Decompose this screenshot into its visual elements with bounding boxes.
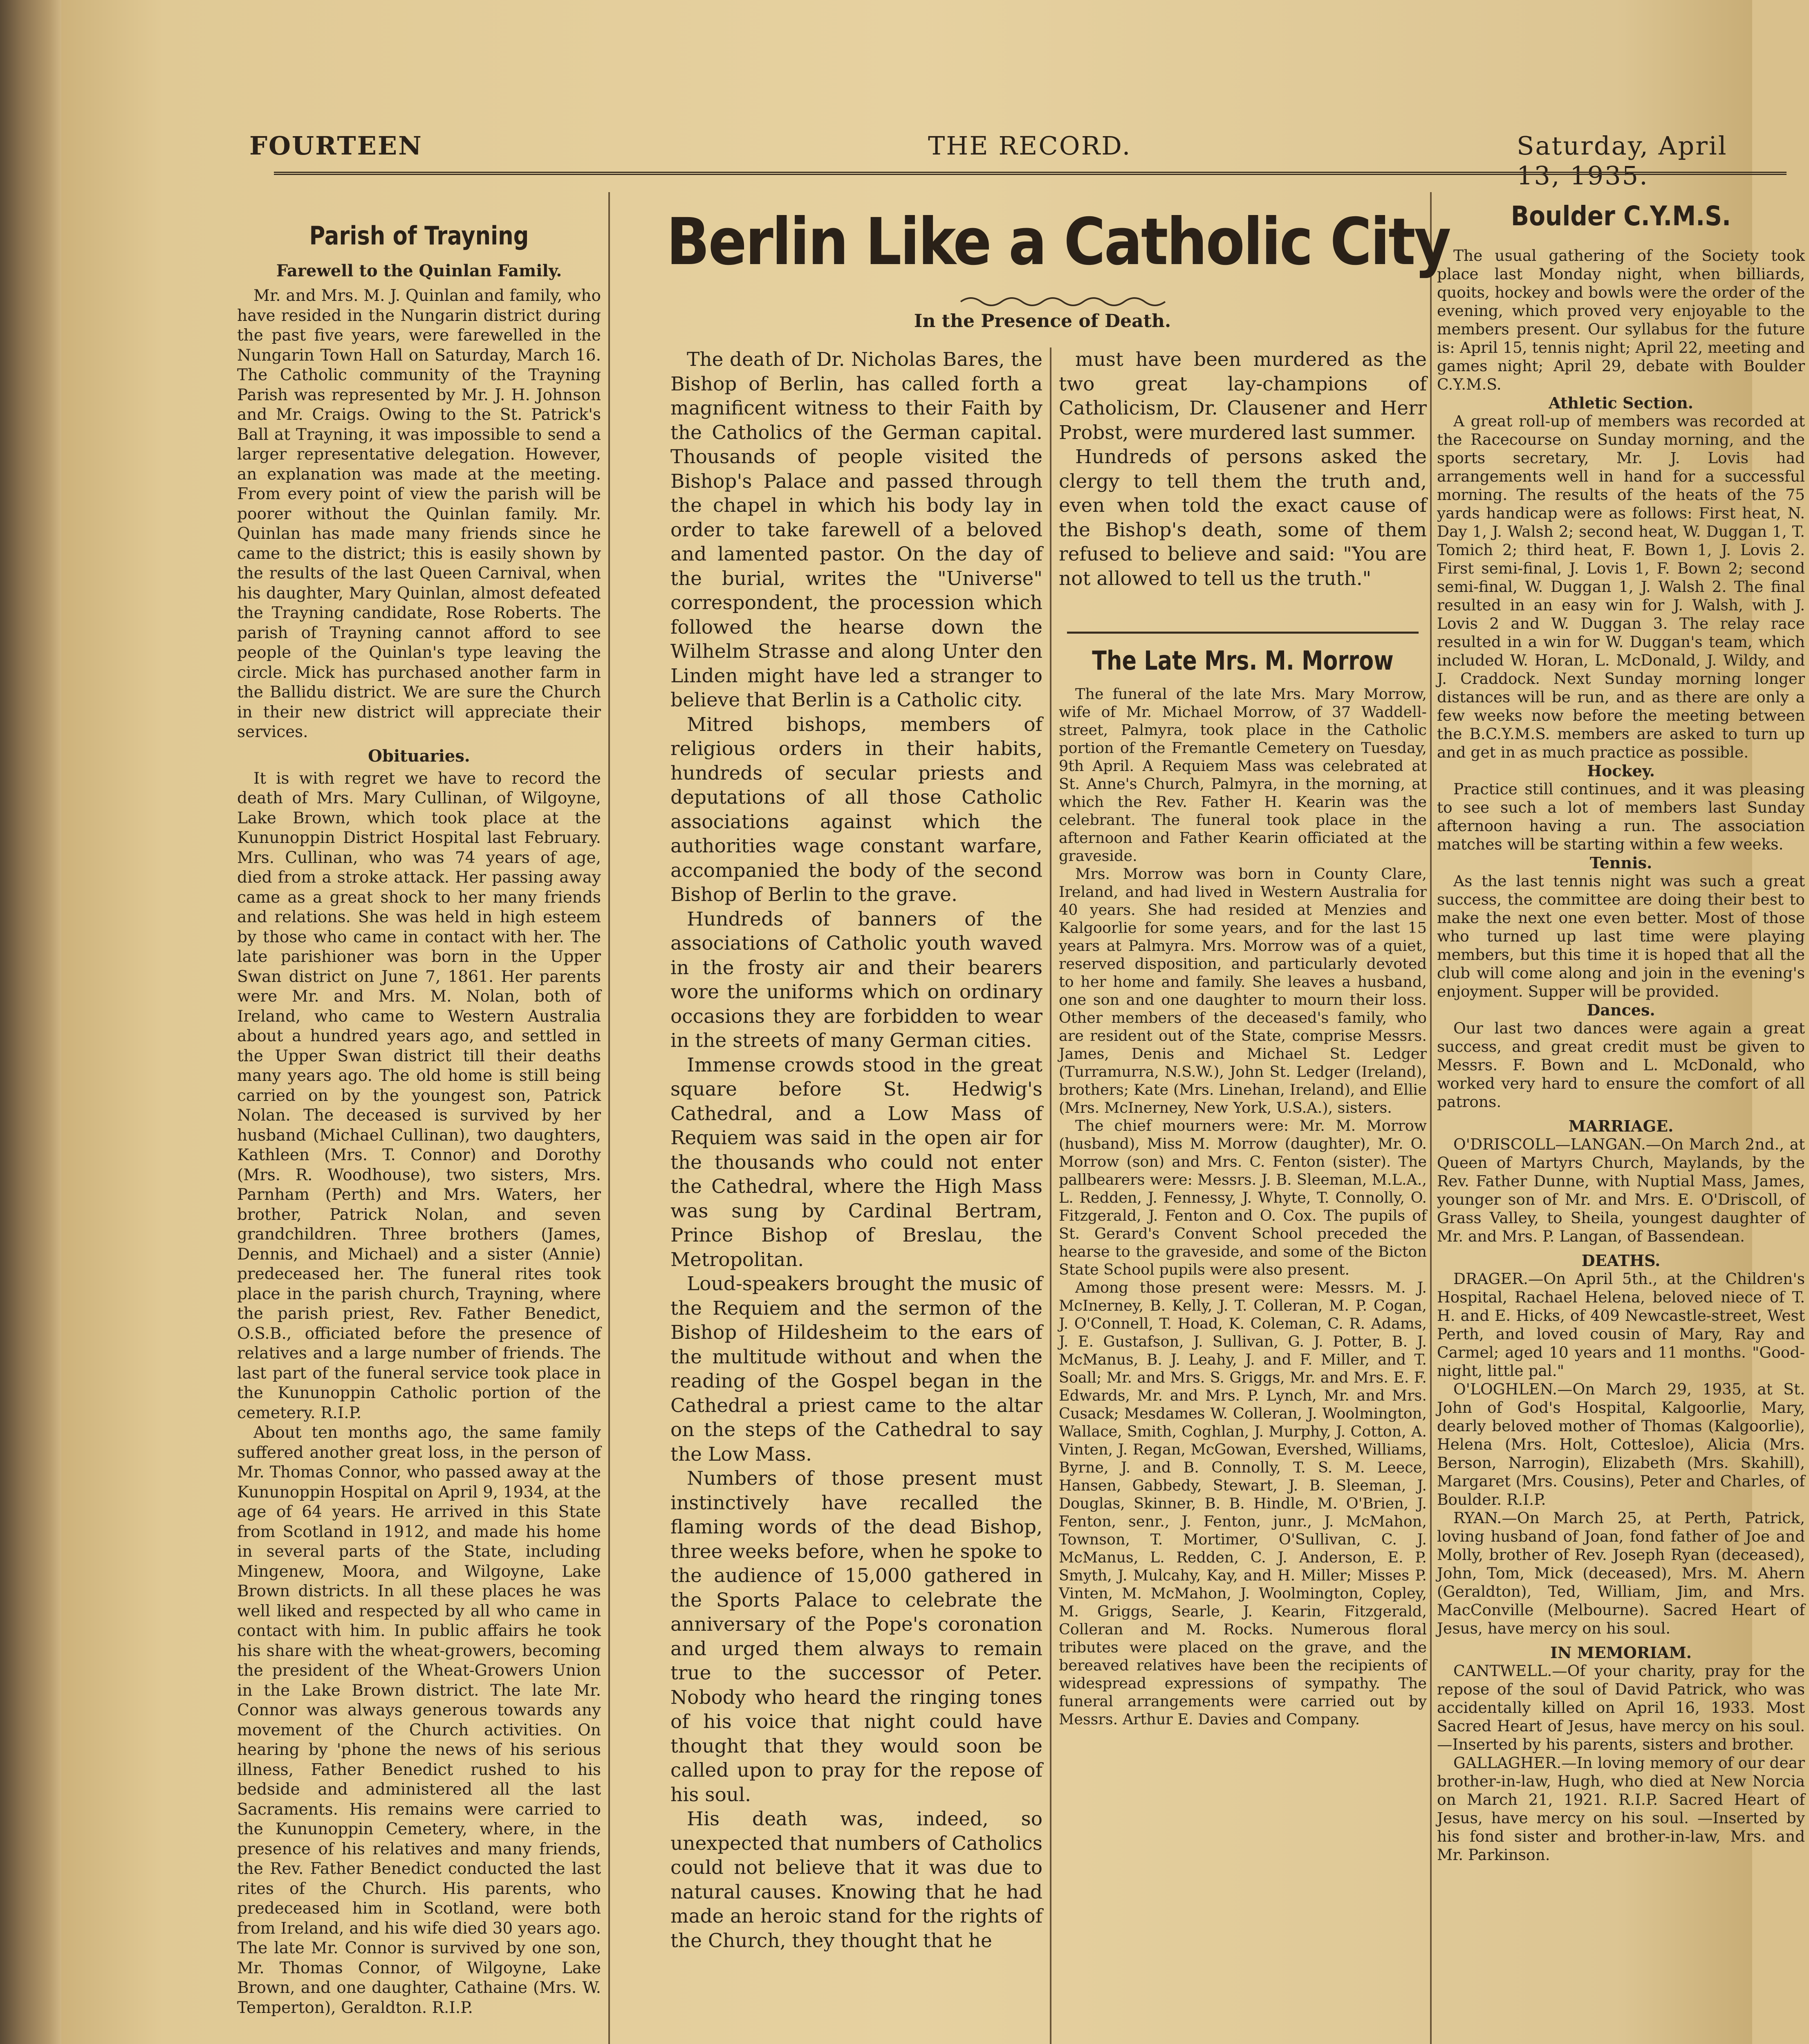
boulder-title: Boulder C.Y.M.S.: [1511, 200, 1731, 232]
death-notice: O'LOGHLEN.—On March 29, 1935, at St. John of God's Hospital, Kalgoorlie, Mary, dearly beloved mother of Thomas (Kalgoorlie), Helena (Mrs. Holt, Cottesloe), Alicia (Mrs. Berson, Narrogin), Elizabeth (Mrs. Skahill), Margaret (Mrs. Cousins), Peter and Charles, of Boulder. R.I.P.: [1437, 1380, 1805, 1508]
book-binding: [0, 0, 61, 2044]
morrow-para: The chief mourners were: Mr. M. Morrow (husband), Miss M. Morrow (daughter), Mr. O. Morrow (son) and Mrs. C. Fenton (sister). The pallbearers were: Messrs. J. B. Sleeman, M.L.A., L. Redden, J. Fennessy, J. Whyte, T. Connolly, O. Fitzgerald, J. Fenton and O. Cox. The pupils of St. Gerard's Convent School preceded the hearse to the graveside, and some of the Bicton State School pupils were also present.: [1059, 1117, 1427, 1278]
marriage-subhead: MARRIAGE.: [1568, 1117, 1674, 1135]
dances-subhead: Dances.: [1587, 1001, 1655, 1019]
morrow-para: Mrs. Morrow was born in County Clare, Ireland, and had lived in Western Australia for 40 years. She had resided at Menzies and Kalgoorlie for some years, and for the last 15 years at Palmyra. Mrs. Morrow was of a quiet, reserved disposition, and particularly devoted to her home and family. She leaves a husband, one son and one daughter to mourn their loss. Other members of the deceased's family, who are resident out of the State, comprise Messrs. James, Denis and Michael St. Ledger (Turramurra, N.S.W.), John St. Ledger (Ireland), brothers; Kate (Mrs. Linehan, Ireland), and Ellie (Mrs. McInerney, New York, U.S.A.), sisters.: [1059, 865, 1427, 1116]
decorative-squiggle: [961, 294, 1165, 310]
boulder-article: [1437, 200, 1805, 1864]
inner-column-rule: [1050, 347, 1051, 2044]
parish-title: Parish of Trayning: [309, 221, 529, 251]
issue-date: Saturday, April 13, 1935.: [1517, 131, 1728, 191]
section-rule: [1067, 632, 1419, 634]
berlin-para: Loud-speakers brought the music of the Requiem and the sermon of the Bishop of Hildesheim to the ears of the multitude without and when the reading of the Gospel began in the Cathedral a priest came to the altar on the steps of the Cathedral to say the Low Mass.: [670, 1273, 1042, 1466]
morrow-article: [1059, 646, 1427, 1728]
berlin-para: Mitred bishops, members of religious orders in their habits, hundreds of secular priests and deputations of all those Catholic associations against which the authorities wage constant warfare, accompanied the body of the second Bishop of Berlin to the grave.: [670, 713, 1042, 906]
farewell-text: Mr. and Mrs. M. J. Quinlan and family, who have resided in the Nungarin district during the past five years, were farewelled in the Nungarin Town Hall on Saturday, March 16. The Catholic community of the Trayning Parish was represented by Mr. J. H. Johnson and Mr. Craigs. Owing to the St. Patrick's Ball at Trayning, it was impossible to send a larger representative delegation. However, an explanation was made at the meeting. From every point of view the parish will be poorer without the Quinlan family. Mr. Quinlan has made many friends since he came to the district; this is easily shown by the results of the last Queen Carnival, when his daughter, Mary Quinlan, almost defeated the Trayning candidate, Rose Roberts. The parish of Trayning cannot afford to see people of the Quinlan's type leaving the circle. Mick has purchased another farm in the Ballidu district. We are sure the Church in their new district will appreciate their services.: [237, 287, 601, 741]
header-rule: [274, 172, 1787, 175]
berlin-headline: Berlin Like a Catholic City: [666, 204, 1450, 280]
obituaries-subhead: Obituaries.: [368, 746, 470, 766]
berlin-para: His death was, indeed, so unexpected that numbers of Catholics could not believe that it was due to natural causes. Knowing that he had made an heroic stand for the rights of the Church, they thought that he: [670, 1808, 1042, 1952]
column-rule: [1430, 192, 1432, 2044]
column-rule: [608, 192, 610, 2044]
morrow-para: The funeral of the late Mrs. Mary Morrow, wife of Mr. Michael Morrow, of 37 Waddell-street, Palmyra, took place in the Catholic portion of the Fremantle Cemetery on Tuesday, 9th April. A Requiem Mass was celebrated at St. Anne's Church, Palmyra, in the morning, at which the Rev. Father H. Kearin was the celebrant. The funeral took place in the afternoon and Father Kearin officiated at the graveside.: [1059, 685, 1427, 865]
obituary-connor: About ten months ago, the same family suffered another great loss, in the person of Mr. Thomas Connor, who passed away at the Kununoppin Hospital on April 9, 1934, at the age of 64 years. He arrived in this State from Scotland in 1912, and made his home in several parts of the State, including Mingenew, Moora, and Wilgoyne, Lake Brown districts. In all these places he was well liked and respected by all who came in contact with him. In public affairs he took his share with the wheat-growers, becoming the president of the Wheat-Growers Union in the Lake Brown district. The late Mr. Connor was always generous towards any movement of the Church activities. On hearing by 'phone the news of his serious illness, Father Benedict rushed to his bedside and administered all the last Sacraments. His remains were carried to the Kununoppin Cemetery, where, in the presence of his relatives and many friends, the Rev. Father Benedict conducted the last rites of the Church. His parents, who predeceased him in Scotland, were both from Ireland, and his wife died 30 years ago. The late Mr. Connor is survived by one son, Mr. Thomas Connor, of Wilgoyne, Lake Brown, and one daughter, Cathaine (Mrs. W. Temperton), Geraldton. R.I.P.: [237, 1423, 601, 2017]
memoriam-notice: GALLAGHER.—In loving memory of our dear brother-in-law, Hugh, who died at New Norcia on March 21, 1921. R.I.P. Sacred Heart of Jesus, have mercy on his soul. —Inserted by his fond sister and brother-in-law, Mrs. and Mr. Parkinson.: [1437, 1754, 1805, 1864]
tennis-subhead: Tennis.: [1589, 854, 1652, 872]
morrow-title: The Late Mrs. M. Morrow: [1092, 646, 1394, 676]
berlin-para: must have been murdered as the two great lay-champions of Catholicism, Dr. Clausener and Herr Probst, were murdered last summer.: [1059, 348, 1427, 444]
dances-text: Our last two dances were again a great success, and great credit must be given to Messrs. F. Bown and L. McDonald, who worked very hard to ensure the comfort of all patrons.: [1437, 1019, 1805, 1111]
athletic-text: A great roll-up of members was recorded at the Racecourse on Sunday morning, and the sports secretary, Mr. J. Lovis had arrangements well in hand for a successful morning. The results of the heats of the 75 yards handicap were as follows: First heat, N. Day 1, J. Walsh 2; second heat, W. Duggan 1, T. Tomich 2; third heat, F. Bown 1, J. Lovis 2. First semi-final, J. Lovis 1, F. Bown 2; second semi-final, W. Duggan 1, J. Walsh 2. The final resulted in an easy win for J. Walsh, with J. Lovis 2 and W. Duggan 3. The relay race resulted in a win for W. Duggan's team, which included W. Horan, L. McDonald, J. Wildy, and J. Craddock. Next Sunday morning longer distances will be run, and as there are only a few weeks now before the meeting between the B.C.Y.M.S. members are asked to turn up and get in as much practice as possible.: [1437, 412, 1805, 761]
berlin-column-2: [1059, 347, 1427, 591]
paper-name: THE RECORD.: [928, 131, 1132, 161]
athletic-subhead: Athletic Section.: [1549, 394, 1693, 412]
parish-article: [237, 221, 601, 2018]
boulder-text: The usual gathering of the Society took place last Monday night, when billiards, quoits, hockey and bowls were the order of the evening, which proved very enjoyable to the members present. Our syllabus for the future is: April 15, tennis night; April 22, meeting and games night; April 29, debate with Boulder C.Y.M.S.: [1437, 247, 1805, 393]
tennis-text: As the last tennis night was such a great success, the committee are doing their best to make the next one even better. Most of those who turned up last time were playing members, but this time it is hoped that all the club will come along and join in the evening's enjoyment. Supper will be provided.: [1437, 872, 1805, 1000]
berlin-para: The death of Dr. Nicholas Bares, the Bishop of Berlin, has called forth a magnificent witness to their Faith by the Catholics of the German capital. Thousands of people visited the Bishop's Palace and passed through the chapel in which his body lay in order to take farewell of a beloved and lamented pastor. On the day of the burial, writes the "Universe" correspondent, the procession which followed the hearse down the Wilhelm Strasse and along Unter den Linden might have led a stranger to believe that Berlin is a Catholic city.: [670, 348, 1042, 711]
page-number: FOURTEEN: [249, 131, 423, 161]
berlin-para: Hundreds of banners of the associations of Catholic youth waved in the frosty air and their bearers wore the uniforms which on ordinary occasions they are forbidden to wear in the streets of many German cities.: [670, 908, 1042, 1052]
hockey-subhead: Hockey.: [1587, 762, 1655, 780]
berlin-para: Immense crowds stood in the great square before St. Hedwig's Cathedral, and a Low Mass of Requiem was said in the open air for the thousands who could not enter the Cathedral, where the High Mass was sung by Cardinal Bertram, Prince Bishop of Breslau, the Metropolitan.: [670, 1053, 1042, 1271]
memoriam-notice: CANTWELL.—Of your charity, pray for the repose of the soul of David Patrick, who was accidentally killed on April 16, 1933. Most Sacred Heart of Jesus, have mercy on his soul. —Inserted by his parents, sisters and brother.: [1437, 1662, 1805, 1753]
deaths-subhead: DEATHS.: [1581, 1251, 1661, 1270]
morrow-para: Among those present were: Messrs. M. J. McInerney, B. Kelly, J. T. Colleran, M. P. Cogan, J. O'Connell, T. Hoad, K. Coleman, C. R. Adams, J. E. Gustafson, J. Sullivan, G. J. Potter, B. J. McManus, B. J. Leahy, J. and F. Miller, and T. Soall; Mr. and Mrs. S. Griggs, Mr. and Mrs. E. F. Edwards, Mr. and Mrs. P. Lynch, Mr. and Mrs. Cusack; Mesdames W. Colleran, J. Woolmington, Wallace, Smith, Coghlan, J. Murphy, J. Cotton, A. Vinten, J. Regan, McGowan, Evershed, Williams, Byrne, J. and B. Connolly, T. S. M. Leece, Hansen, Gabbedy, Stewart, J. B. Sleeman, J. Douglas, Skinner, B. B. Hindle, M. O'Brien, J. Fenton, senr., J. Fenton, junr., J. McMahon, Townson, T. Mortimer, O'Sullivan, C. J. McManus, L. Redden, C. J. Anderson, E. P. Smyth, J. Mulcahy, Kay, and H. Miller; Misses P. Vinten, M. McMahon, J. Woolmington, Copley, M. Griggs, Searle, J. Kearin, Fitzgerald, Colleran and M. Rocks. Numerous floral tributes were placed on the grave, and the bereaved relatives have been the recipients of widespread expressions of sympathy. The funeral arrangements were carried out by Messrs. Arthur E. Davies and Company.: [1059, 1279, 1427, 1728]
farewell-subhead: Farewell to the Quinlan Family.: [276, 261, 562, 280]
obituary-cullinan: It is with regret we have to record the death of Mrs. Mary Cullinan, of Wilgoyne, Lake Brown, which took place at the Kununoppin District Hospital last February. Mrs. Cullinan, who was 74 years of age, died from a stroke attack. Her passing away came as a great shock to her many friends and relations. She was held in high esteem by those who came in contact with her. The late parishioner was born in the Upper Swan district on June 7, 1861. Her parents were Mr. and Mrs. M. Nolan, both of Ireland, who came to Western Australia about a hundred years ago, and settled in the Upper Swan district till their deaths many years ago. The old home is still being carried on by the youngest son, Patrick Nolan. The deceased is survived by her husband (Michael Cullinan), two daughters, Kathleen (Mrs. T. Connor) and Dorothy (Mrs. R. Woodhouse), two sisters, Mrs. Parnham (Perth) and Mrs. Waters, her brother, Patrick Nolan, and seven grandchildren. Three brothers (James, Dennis, and Michael) and a sister (Annie) predeceased her. The funeral rites took place in the parish church, Trayning, where the parish priest, Rev. Father Benedict, O.S.B., officiated before the presence of relatives and a large number of friends. The last part of the funeral service took place in the Kununoppin Catholic portion of the cemetery. R.I.P.: [237, 769, 601, 1422]
death-notice: RYAN.—On March 25, at Perth, Patrick, loving husband of Joan, fond father of Joe and Molly, brother of Rev. Joseph Ryan (deceased), John, Tom, Mick (deceased), Mrs. M. Ahern (Geraldton), Ted, William, Jim, and Mrs. MacConville (Melbourne). Sacred Heart of Jesus, have mercy on his soul.: [1437, 1509, 1805, 1637]
hockey-text: Practice still continues, and it was pleasing to see such a lot of members last Sunday afternoon having a run. The association matches will be starting within a few weeks.: [1437, 780, 1805, 853]
death-notice: DRAGER.—On April 5th., at the Children's Hospital, Rachael Helena, beloved niece of T. H. and E. Hicks, of 409 Newcastle-street, West Perth, and loved cousin of Mary, Ray and Carmel; aged 10 years and 11 months. "Good-night, little pal.": [1437, 1270, 1805, 1380]
berlin-subhead: In the Presence of Death.: [914, 311, 1171, 332]
berlin-para: Hundreds of persons asked the clergy to tell them the truth and, even when told the exact cause of the Bishop's death, some of them refused to believe and said: "You are not allowed to tell us the truth.": [1059, 446, 1427, 590]
memoriam-subhead: IN MEMORIAM.: [1550, 1643, 1692, 1662]
newspaper-page: [61, 0, 1805, 2044]
berlin-column-1: [670, 347, 1042, 1953]
marriage-notice: O'DRISCOLL—LANGAN.—On March 2nd., at Queen of Martyrs Church, Maylands, by the Rev. Father Dunne, with Nuptial Mass, James, younger son of Mr. and Mrs. E. O'Driscoll, of Grass Valley, to Sheila, youngest daughter of Mr. and Mrs. P. Langan, of Bassendean.: [1437, 1135, 1805, 1245]
berlin-para: Numbers of those present must instinctively have recalled the flaming words of the dead Bishop, three weeks before, when he spoke to the audience of 15,000 gathered in the Sports Palace to celebrate the anniversary of the Pope's coronation and urged them always to remain true to the successor of Peter. Nobody who heard the ringing tones of his voice that night could have thought that they would soon be called upon to pray for the repose of his soul.: [670, 1467, 1042, 1806]
